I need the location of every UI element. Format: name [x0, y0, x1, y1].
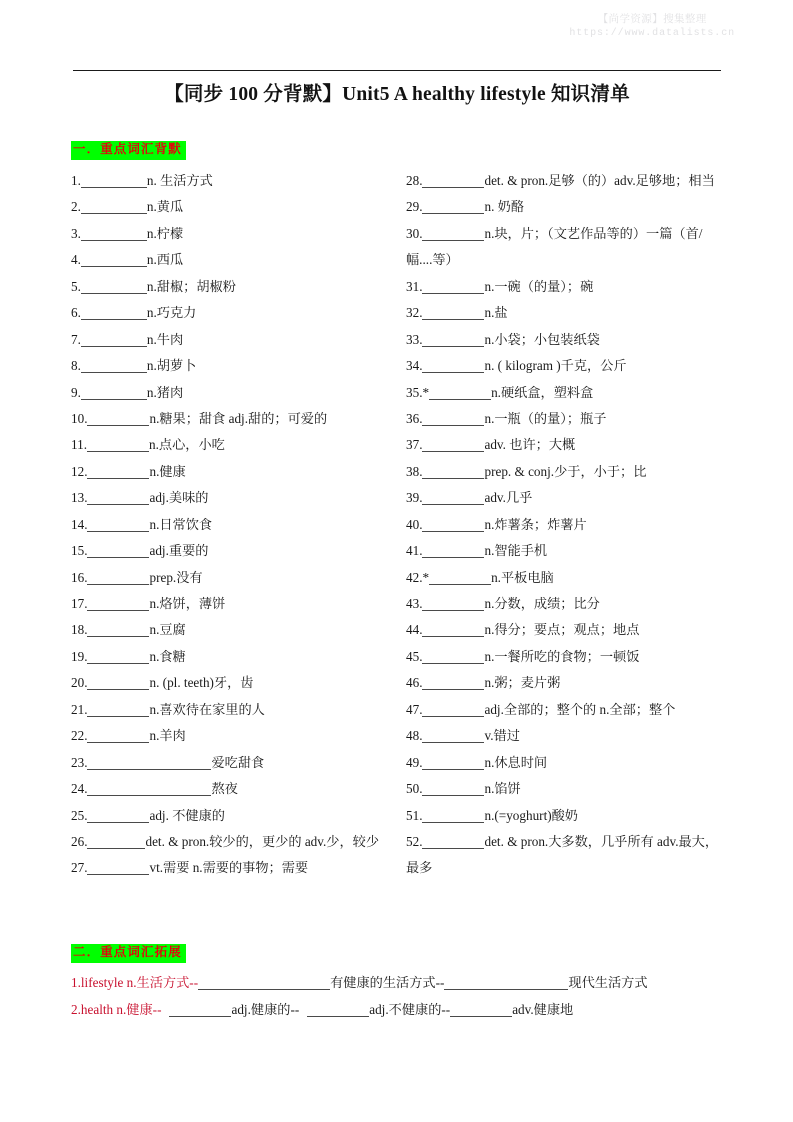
vocab-item-definition: n.休息时间 [484, 754, 548, 770]
vocab-item-definition: n.分数，成绩；比分 [484, 596, 600, 612]
vocab-item [406, 538, 726, 564]
vocab-item [406, 485, 726, 511]
vocab-item-definition: det. & pron.较少的，更少的 adv.少，较少 [145, 833, 380, 849]
vocab-item-number: 37. [406, 437, 423, 453]
vocab-answer-blank[interactable] [87, 705, 149, 717]
vocab-item [406, 380, 726, 406]
vocab-item-definition: n.甜椒；胡椒粉 [146, 278, 236, 294]
vocab-item [71, 538, 389, 564]
vocab-answer-blank[interactable] [87, 731, 149, 743]
vocab-item-number: 26. [71, 833, 88, 849]
vocab-item [406, 723, 726, 749]
vocab-item [71, 274, 389, 300]
vocab-item-number: 45. [406, 648, 423, 664]
vocab-answer-blank[interactable] [81, 388, 147, 400]
vocab-answer-blank[interactable] [422, 176, 484, 188]
vocab-item-definition: adv. 也许；大概 [484, 437, 576, 453]
vocab-item-number: 3. [71, 225, 81, 241]
vocab-item-definition: n.食糖 [149, 648, 186, 664]
vocab-answer-blank[interactable] [422, 652, 484, 664]
vocab-column-left [71, 168, 389, 882]
vocab-item-number: 17. [71, 596, 88, 611]
vocab-item-number: 15. [71, 543, 88, 559]
vocab-item-definition: 爱吃甜食 [211, 754, 265, 770]
vocab-item [71, 565, 389, 591]
vocab-answer-blank[interactable] [81, 176, 147, 188]
vocab-item-number: 6. [71, 305, 81, 321]
vocab-answer-blank[interactable] [422, 599, 484, 611]
vocab-item [71, 617, 389, 643]
vocab-item-number: 27. [71, 860, 88, 876]
vocab-item-definition: det. & pron.足够（的）adv.足够地；相当 [484, 173, 715, 188]
vocab-item-number: 25. [71, 807, 88, 823]
vocab-item-definition: n. 生活方式 [146, 173, 213, 188]
vocab-item [71, 697, 389, 723]
vocab-item-number: 24. [71, 781, 88, 797]
vocab-item-number: 30. [406, 225, 423, 241]
vocab-item-number: 18. [71, 622, 88, 638]
page-title: 【同步 100 分背默】Unit5 A healthy lifestyle 知识清单 [164, 84, 630, 105]
vocab-item [71, 353, 389, 379]
vocab-item [71, 406, 389, 432]
vocab-item-definition: n.炸薯条；炸薯片 [484, 516, 587, 532]
vocab-item-number: 2. [71, 199, 81, 215]
vocab-item-definition: n.巧克力 [146, 305, 197, 321]
vocab-answer-blank[interactable] [87, 493, 149, 505]
vocab-item [406, 591, 726, 617]
vocab-item [406, 565, 726, 591]
vocab-item [71, 670, 389, 696]
vocab-item [406, 512, 726, 538]
vocab-answer-blank[interactable] [422, 837, 484, 849]
vocab-item-number: 39. [406, 490, 423, 506]
vocab-item-definition: n.平板电脑 [491, 569, 554, 585]
vocab-item [71, 459, 389, 485]
vocab-item-definition: det. & pron.大多数，几乎所有 adv.最大，最多 [406, 833, 719, 876]
vocab-answer-blank[interactable] [87, 678, 149, 690]
expansion-answer-blank[interactable] [444, 978, 568, 990]
vocab-item-star-marker: * [422, 569, 430, 585]
vocab-item-number: 5. [71, 278, 81, 294]
vocab-item [71, 776, 389, 802]
vocab-answer-blank[interactable] [422, 229, 484, 241]
vocab-item-definition: n.日常饮食 [149, 516, 213, 532]
vocab-answer-blank[interactable] [87, 784, 211, 796]
vocab-item-definition: v.错过 [484, 728, 520, 744]
vocab-answer-blank[interactable] [422, 282, 484, 294]
vocab-answer-blank[interactable] [422, 361, 484, 373]
vocab-item [406, 776, 726, 802]
expansion-answer-blank[interactable] [307, 1005, 369, 1017]
vocab-item-definition: n. 奶酪 [484, 199, 525, 215]
vocab-item [71, 803, 389, 829]
section-heading-vocab-expand: 二．重点词汇拓展 [71, 944, 186, 963]
expansion-answer-blank[interactable] [450, 1005, 512, 1017]
vocab-item-number: 42. [406, 569, 423, 585]
vocab-item-definition: n. ( kilogram )千克，公斤 [484, 358, 627, 374]
expansion-line-lifestyle [71, 975, 648, 991]
vocab-item [71, 723, 389, 749]
vocab-item [406, 644, 726, 670]
vocab-item-definition: n.喜欢待在家里的人 [149, 701, 265, 717]
vocab-item-definition: prep. & conj.少于，小于；比 [484, 463, 647, 479]
vocab-item-definition: n.粥；麦片粥 [484, 675, 561, 691]
vocab-item-number: 41. [406, 543, 423, 559]
vocab-item-definition: n.烙饼，薄饼 [149, 596, 226, 611]
vocab-item [71, 300, 389, 326]
expansion-definition: 有健康的生活方式-- [330, 975, 445, 990]
vocab-answer-blank[interactable] [422, 467, 484, 479]
vocab-answer-blank[interactable] [81, 282, 147, 294]
vocab-answer-blank[interactable] [81, 202, 147, 214]
vocab-item-number: 14. [71, 516, 88, 532]
expansion-answer-blank[interactable] [169, 1005, 231, 1017]
expansion-definition: 现代生活方式 [568, 975, 648, 990]
vocab-item-number: 10. [71, 410, 88, 426]
vocab-answer-blank[interactable] [422, 784, 484, 796]
vocab-item-definition: n.硬纸盒，塑料盒 [491, 384, 594, 400]
vocab-answer-blank[interactable] [81, 308, 147, 320]
vocab-item-definition: n.点心，小吃 [149, 437, 225, 453]
vocab-item-number: 12. [71, 463, 88, 479]
vocab-item-definition: adj. 不健康的 [149, 807, 225, 823]
expansion-line-health [71, 1002, 573, 1018]
vocab-item-number: 32. [406, 305, 423, 321]
vocab-item-definition: n.一碗（的量）；碗 [484, 278, 594, 294]
vocab-item-definition: adv.几乎 [484, 490, 533, 506]
vocab-item [71, 168, 389, 194]
vocab-item-number: 9. [71, 384, 81, 400]
vocab-item-star-marker: * [422, 384, 430, 400]
vocab-item-definition: n.健康 [149, 463, 186, 479]
vocab-item-definition: n.一瓶（的量）；瓶子 [484, 410, 607, 426]
vocab-answer-blank[interactable] [81, 361, 147, 373]
vocab-item [406, 168, 726, 194]
vocab-item [406, 274, 726, 300]
vocab-item [71, 512, 389, 538]
vocab-answer-blank[interactable] [87, 625, 149, 637]
vocab-item-number: 34. [406, 358, 423, 374]
watermark-source-label: 【尚学资源】搜集整理 [597, 14, 707, 25]
vocab-item-number: 40. [406, 516, 423, 532]
vocab-item-number: 38. [406, 463, 423, 479]
vocab-item-definition: n.(=yoghurt)酸奶 [484, 807, 578, 823]
vocab-answer-blank[interactable] [87, 652, 149, 664]
vocab-item-definition: n.牛肉 [146, 331, 184, 347]
vocab-item-definition: n.豆腐 [149, 622, 186, 638]
vocab-item-definition: n.柠檬 [146, 225, 184, 241]
vocab-item-number: 1. [71, 173, 81, 188]
vocab-item-definition: n.馅饼 [484, 781, 521, 797]
vocab-item [406, 617, 726, 643]
watermark-url: https://www.datalists.cn [569, 28, 735, 40]
vocab-answer-blank[interactable] [81, 255, 147, 267]
vocab-item [406, 221, 726, 274]
vocab-item [406, 697, 726, 723]
vocab-item [71, 855, 389, 881]
vocab-answer-blank[interactable] [87, 837, 145, 849]
vocab-item-number: 29. [406, 199, 423, 215]
vocab-item [406, 803, 726, 829]
vocab-item [406, 353, 726, 379]
expansion-definition: adj.不健康的-- [369, 1002, 451, 1017]
vocab-item-definition: n.小袋；小包装纸袋 [484, 331, 600, 347]
vocab-item [71, 432, 389, 458]
vocab-answer-blank[interactable] [422, 414, 484, 426]
vocab-item [406, 829, 726, 882]
vocab-item-definition: prep.没有 [149, 569, 203, 585]
vocab-item [71, 829, 389, 855]
vocab-answer-blank[interactable] [422, 440, 484, 452]
vocab-item-definition: n.黄瓜 [146, 199, 184, 215]
vocab-item-definition: n.胡萝卜 [146, 358, 197, 374]
vocab-answer-blank[interactable] [87, 573, 149, 585]
vocab-item-definition: n. (pl. teeth)牙，齿 [149, 675, 254, 691]
vocab-item-number: 52. [406, 833, 423, 849]
vocab-answer-blank[interactable] [87, 758, 211, 770]
section-heading-vocab-recite: 一．重点词汇背默 [71, 141, 186, 160]
vocab-item-number: 23. [71, 754, 88, 770]
vocab-answer-blank[interactable] [422, 758, 484, 770]
vocab-item-definition: n.得分；要点；观点；地点 [484, 622, 640, 638]
vocab-item [406, 300, 726, 326]
vocab-item-number: 4. [71, 252, 81, 268]
vocab-item-definition: adj.美味的 [149, 490, 209, 506]
vocab-answer-blank[interactable] [422, 335, 484, 347]
vocab-answer-blank[interactable] [87, 414, 149, 426]
vocab-answer-blank[interactable] [422, 705, 484, 717]
vocab-item-definition: n.西瓜 [146, 252, 184, 268]
vocab-item-number: 11. [71, 437, 87, 453]
vocab-item-number: 7. [71, 331, 81, 347]
expansion-headword: 1.lifestyle n.生活方式-- [71, 975, 199, 990]
vocab-item [406, 194, 726, 220]
expansion-headword: 2.health n.健康-- [71, 1002, 162, 1017]
vocab-item [406, 327, 726, 353]
vocab-item-number: 35. [406, 384, 423, 400]
vocab-answer-blank[interactable] [422, 308, 484, 320]
vocab-answer-blank[interactable] [81, 229, 147, 241]
vocab-item-definition: adj.重要的 [149, 543, 209, 559]
vocab-item [406, 750, 726, 776]
vocab-item-definition: adj.全部的；整个的 n.全部；整个 [484, 701, 676, 717]
vocab-item-number: 51. [406, 807, 423, 823]
vocab-answer-blank[interactable] [429, 388, 491, 400]
vocab-answer-blank[interactable] [422, 731, 484, 743]
vocab-item-number: 48. [406, 728, 423, 744]
vocab-item-number: 50. [406, 781, 423, 797]
expansion-definition: adv.健康地 [512, 1002, 574, 1017]
vocab-answer-blank[interactable] [87, 546, 149, 558]
vocab-answer-blank[interactable] [422, 625, 484, 637]
vocab-item-number: 36. [406, 410, 423, 426]
vocab-answer-blank[interactable] [422, 493, 484, 505]
vocab-item-number: 21. [71, 701, 88, 717]
vocab-item-definition: vt.需要 n.需要的事物；需要 [149, 860, 309, 876]
vocab-item [71, 247, 389, 273]
vocab-item-number: 44. [406, 622, 423, 638]
vocab-answer-blank[interactable] [81, 335, 147, 347]
vocab-item [71, 591, 389, 617]
vocab-item-definition: n.猪肉 [146, 384, 184, 400]
watermark [569, 12, 735, 42]
vocab-answer-blank[interactable] [87, 520, 149, 532]
vocab-column-right [406, 168, 726, 882]
vocab-item-definition: n.智能手机 [484, 543, 548, 559]
expansion-definition: adj.健康的-- [231, 1002, 300, 1017]
vocab-item-definition: 熬夜 [211, 781, 238, 797]
vocab-item-number: 46. [406, 675, 423, 691]
vocab-item [71, 750, 389, 776]
vocab-item-number: 19. [71, 648, 88, 664]
vocab-answer-blank[interactable] [87, 599, 149, 611]
vocab-item [71, 380, 389, 406]
vocab-item-definition: n.糖果；甜食 adj.甜的；可爱的 [149, 410, 328, 426]
vocab-item-definition: n.块，片；（文艺作品等的）一篇（首/幅....等） [406, 225, 703, 268]
title-divider-rule [73, 70, 721, 71]
vocab-item-number: 13. [71, 490, 88, 506]
vocab-answer-blank[interactable] [422, 546, 484, 558]
expansion-answer-blank[interactable] [198, 978, 330, 990]
vocab-answer-blank[interactable] [422, 811, 484, 823]
vocab-item [406, 459, 726, 485]
vocab-item-number: 28. [406, 173, 423, 188]
vocab-item [406, 670, 726, 696]
vocab-item [71, 221, 389, 247]
vocab-item-definition: n.一餐所吃的食物；一顿饭 [484, 648, 640, 664]
vocab-item-number: 33. [406, 331, 423, 347]
vocab-answer-blank[interactable] [87, 440, 149, 452]
vocab-answer-blank[interactable] [422, 520, 484, 532]
vocab-answer-blank[interactable] [422, 678, 484, 690]
vocab-item-number: 47. [406, 701, 423, 717]
vocab-answer-blank[interactable] [87, 467, 149, 479]
vocab-item-definition: n.盐 [484, 305, 508, 321]
vocab-item [71, 485, 389, 511]
vocab-item [406, 432, 726, 458]
vocab-item [71, 644, 389, 670]
vocab-item-number: 31. [406, 278, 423, 294]
vocab-answer-blank[interactable] [422, 202, 484, 214]
vocab-item [406, 406, 726, 432]
vocab-item-number: 43. [406, 596, 423, 612]
vocab-item-number: 22. [71, 728, 88, 744]
vocab-item [71, 194, 389, 220]
vocab-item-number: 20. [71, 675, 88, 691]
vocab-item-number: 49. [406, 754, 423, 770]
vocab-item [71, 327, 389, 353]
vocab-answer-blank[interactable] [87, 811, 149, 823]
vocab-answer-blank[interactable] [87, 863, 149, 875]
vocab-item-number: 8. [71, 358, 81, 374]
vocab-item-number: 16. [71, 569, 88, 585]
vocab-answer-blank[interactable] [429, 573, 491, 585]
vocab-item-definition: n.羊肉 [149, 728, 186, 744]
